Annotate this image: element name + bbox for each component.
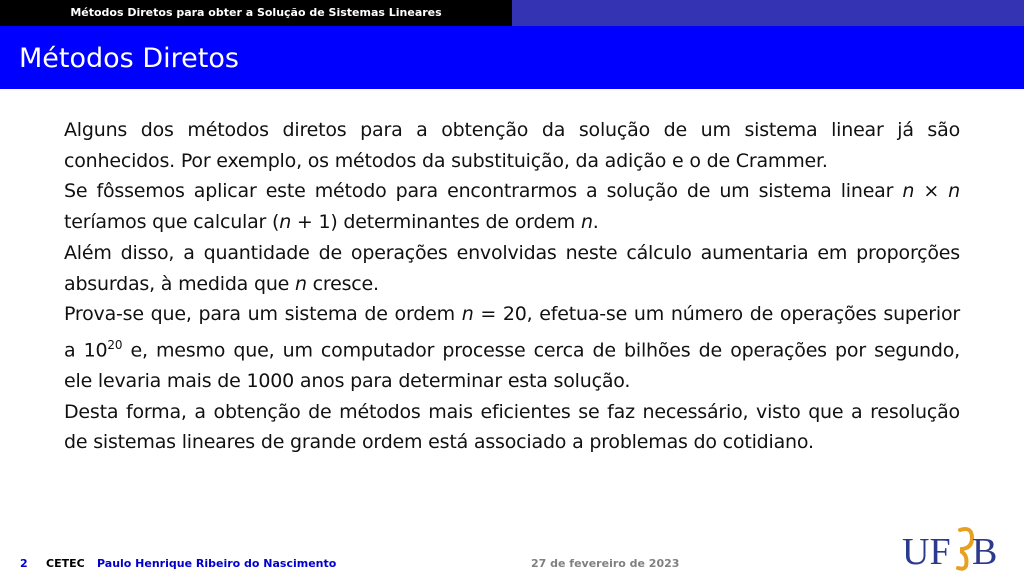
logo-text-left: UF	[902, 531, 951, 572]
paragraph-3: Além disso, a quantidade de operações envolvidas neste cálculo aumentaria em proporções absurdas, à medida que n cresce.	[64, 241, 960, 295]
footer	[0, 555, 1024, 573]
frame-title: Métodos Diretos	[19, 43, 239, 74]
footer-date: 27 de fevereiro de 2023	[531, 557, 680, 570]
paragraph-4: Prova-se que, para um sistema de ordem n = 20, efetua-se um número de operações superior a $10^{20}$ e, mesmo que, um computador processe cerca de bilhões de operações por segundo, ele levaria mais de 1000 anos para determinar esta solução.	[64, 303, 961, 392]
paragraph-1: Alguns dos métodos diretos para a obtenção da solução de um sistema linear já são conhecidos. Por exemplo, os métodos da substituição, da adição e o de Crammer.	[64, 119, 960, 172]
frame-title-bar	[0, 26, 1024, 89]
ufrb-logo	[902, 522, 1002, 572]
footer-author: Paulo Henrique Ribeiro do Nascimento	[97, 557, 337, 570]
paragraph-5: Desta forma, a obtenção de métodos mais eficientes se faz necessário, visto que a resolução de sistemas lineares de grande ordem está associado a problemas do cotidiano.	[64, 400, 960, 454]
header-bar	[0, 0, 1024, 26]
logo-text-right: B	[972, 531, 998, 572]
paragraph-2: Se fôssemos aplicar este método para encontrarmos a solução de um sistema linear n × n teríamos que calcular (n + 1) determinantes de ordem n.	[64, 180, 960, 234]
slide-body	[64, 115, 960, 458]
presentation-title: Métodos Diretos para obter a Solução de Sistemas Lineares	[0, 0, 512, 26]
page-number: 2	[20, 557, 28, 570]
footer-institution: CETEC	[46, 557, 85, 570]
